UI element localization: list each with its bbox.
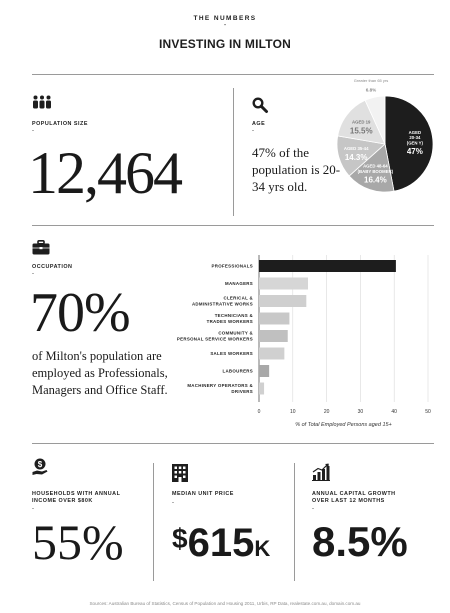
- currency-symbol: $: [172, 523, 188, 554]
- pie-label-aged-35-44: [344, 146, 369, 162]
- category-label-text: MANAGERS: [224, 281, 253, 287]
- category-label-text: PROFESSIONALS: [211, 263, 253, 269]
- population-dash: -: [32, 128, 34, 134]
- x-tick-label: 0: [257, 409, 261, 415]
- population-label: POPULATION SIZE: [32, 121, 88, 127]
- category-label-text: SALES WORKERS: [210, 351, 253, 357]
- section-divider: [32, 225, 434, 226]
- category-label-text: MACHINERY OPERATORS &: [187, 383, 253, 389]
- page-title: INVESTING IN MILTON: [158, 37, 292, 51]
- category-label-text: PERSONAL SERVICE WORKERS: [176, 336, 253, 342]
- pie-label-text: 20-34: [409, 135, 421, 141]
- pie-label-aged-19: [350, 120, 373, 136]
- stat-label-capital-growth: ANNUAL CAPITAL GROWTH OVER LAST 12 MONTHS: [312, 491, 396, 504]
- category-label: [210, 351, 253, 356]
- occupation-label: OCCUPATION: [32, 264, 73, 270]
- section-divider: [32, 443, 434, 444]
- x-tick-label: 50: [425, 409, 431, 415]
- x-tick-label: 20: [323, 409, 330, 415]
- pie-label-greater-than-65-yrs: [354, 78, 388, 93]
- bar-clerical-administrative-works: [259, 295, 306, 307]
- pie-label-text: Greater than 65 yrs: [353, 77, 389, 83]
- pie-label-text: AGED 35-44: [343, 146, 369, 152]
- category-label: [225, 281, 253, 286]
- stat-dash: -: [172, 500, 174, 506]
- bar-machinery-operators-drivers: [259, 383, 264, 395]
- category-label-text: ADMINISTRATIVE WORKS: [191, 301, 253, 307]
- header-kicker: THE NUMBERS: [193, 15, 257, 22]
- pie-value-label: 14.3%: [344, 152, 368, 162]
- category-label: [207, 313, 254, 324]
- category-label-text: LABOURERS: [222, 368, 253, 374]
- section-divider-vertical: [153, 463, 154, 581]
- footer-sources: Sources: Australian Bureau of Statistics, Census of Population and Housing 2011, Urbis, RP Data, realestate.com.au, domain.com.au: [89, 601, 361, 606]
- pie-label-text: (GEN Y): [406, 140, 423, 146]
- pie-label-text: (BABY BOOMER): [357, 168, 394, 174]
- stat-value-median-price: $615K: [172, 521, 271, 565]
- stat-value-capital-growth: 8.5%: [312, 518, 408, 565]
- svg-text:$: $: [37, 459, 43, 469]
- pie-label-aged-20-34-gen-y: [407, 130, 424, 156]
- pie-label-text: AGED: [408, 129, 422, 135]
- category-label: [222, 369, 253, 374]
- category-label-text: DRIVERS: [231, 389, 253, 395]
- age-pie-chart: [300, 77, 450, 214]
- bar-labourers: [259, 365, 269, 377]
- bar-community-personal-service-workers: [259, 330, 288, 342]
- x-tick-label: 10: [290, 409, 296, 415]
- bar-technicians-trades-workers: [259, 313, 289, 325]
- stat-dash: -: [312, 506, 314, 512]
- category-label-text: TRADES WORKERS: [206, 319, 253, 325]
- header-divider: [32, 74, 434, 75]
- age-label: AGE: [252, 121, 266, 127]
- age-dash: -: [252, 128, 254, 134]
- money-hand-icon: [32, 458, 48, 481]
- stat-label-households: HOUSEHOLDS WITH ANNUAL INCOME OVER $80K: [32, 491, 121, 504]
- building-icon: [172, 464, 188, 487]
- x-tick-label: 40: [391, 409, 397, 415]
- stat-dash: -: [32, 506, 34, 512]
- occupation-dash: -: [32, 271, 34, 277]
- x-axis-label: % of Total Employed Persons aged 15+: [295, 422, 392, 428]
- section-divider-vertical: [233, 88, 234, 216]
- occupation-text: of Milton's population are employed as Professionals, Managers and Office Staff.: [32, 349, 168, 397]
- category-label: [187, 383, 253, 394]
- section-divider-vertical: [294, 463, 295, 581]
- category-label-text: TECHNICIANS &: [214, 313, 253, 319]
- pie-label-text: AGED 48-64: [363, 163, 388, 169]
- briefcase-icon: [32, 240, 50, 260]
- stat-label-median-price: MEDIAN UNIT PRICE: [172, 491, 234, 497]
- header-kicker-dash: -: [223, 22, 227, 29]
- growth-chart-icon: [312, 463, 330, 486]
- bar-professionals: [259, 260, 396, 272]
- category-label: [177, 331, 254, 342]
- occupation-value: 70%: [30, 282, 130, 344]
- pie-value-label: 15.5%: [349, 126, 373, 136]
- bar-managers: [259, 278, 308, 290]
- pie-label-text: AGED 19: [352, 119, 371, 125]
- x-tick-label: 30: [357, 409, 364, 415]
- occupation-bar-chart: [170, 250, 440, 435]
- stat-value-households: 55%: [32, 514, 124, 570]
- bar-sales-workers: [259, 348, 284, 360]
- age-text: 47% of the population is 20-34 yrs old.: [252, 145, 341, 194]
- category-label-text: CLERICAL &: [223, 295, 253, 301]
- category-label-text: COMMUNITY &: [218, 330, 253, 336]
- pie-value-label: 6.8%: [365, 87, 377, 93]
- unit-suffix: K: [254, 536, 271, 561]
- pie-value-label: 16.4%: [364, 175, 387, 185]
- population-value: 12,464: [28, 140, 181, 206]
- magnifier-icon: [252, 97, 268, 118]
- people-icon: [32, 95, 52, 114]
- category-label: [192, 296, 254, 307]
- category-label: [212, 264, 253, 269]
- pie-value-label: 47%: [406, 146, 423, 156]
